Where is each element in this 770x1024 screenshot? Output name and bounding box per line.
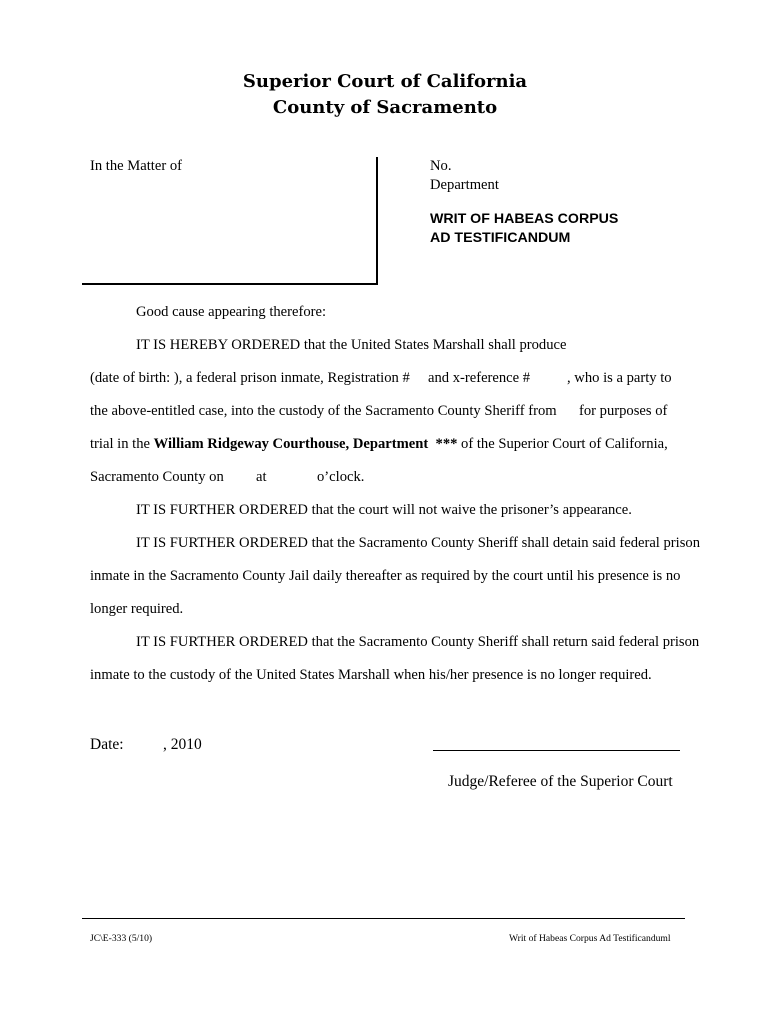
- case-number-label: No.: [430, 158, 452, 174]
- form-title: Writ of Habeas Corpus Ad Testificanduml: [509, 933, 671, 944]
- matter-label: In the Matter of: [90, 158, 182, 174]
- good-cause-text: Good cause appearing therefore:: [136, 304, 327, 320]
- trial-in-text: trial in the: [90, 436, 154, 452]
- order-paragraph-4-line2: inmate to the custody of the United States Marshall when his/her presence is no longer required.: [90, 667, 652, 683]
- custody-text: the above-entitled case, into the custody of the Sacramento County Sheriff from: [90, 403, 557, 419]
- order-paragraph-3-line1: IT IS FURTHER ORDERED that the Sacramento County Sheriff shall detain said federal prison: [136, 535, 700, 551]
- oclock-text: o’clock.: [317, 469, 365, 485]
- county-on-text: Sacramento County on: [90, 469, 224, 485]
- court-name-heading: Superior Court of California: [242, 71, 528, 92]
- form-code: JC\E-333 (5/10): [90, 933, 153, 944]
- date-year: , 2010: [163, 736, 202, 753]
- inmate-dob-registration-text: (date of birth: ), a federal prison inmate, Registration #: [90, 370, 410, 386]
- signature-line: [433, 750, 680, 751]
- caption-vertical-divider: [376, 157, 378, 285]
- signer-title: Judge/Referee of the Superior Court: [448, 773, 673, 790]
- writ-title-line2: AD TESTIFICANDUM: [430, 230, 571, 246]
- order-paragraph-4-line1: IT IS FURTHER ORDERED that the Sacramento County Sheriff shall return said federal prison: [136, 634, 700, 650]
- order-paragraph-3-line2: inmate in the Sacramento County Jail daily thereafter as required by the court until his presence is no: [90, 568, 681, 584]
- order-paragraph-1: IT IS HEREBY ORDERED that the United States Marshall shall produce: [136, 337, 567, 353]
- courthouse-name: William Ridgeway Courthouse, Department: [153, 436, 429, 452]
- purposes-text: for purposes of: [579, 403, 668, 419]
- date-label: Date:: [90, 736, 124, 753]
- trial-location-line: [90, 436, 668, 453]
- department-placeholder: ***: [435, 436, 458, 452]
- footer-divider: [82, 918, 685, 919]
- party-text: , who is a party to: [567, 370, 672, 386]
- writ-title-line1: WRIT OF HABEAS CORPUS: [430, 211, 619, 227]
- order-paragraph-3-line3: longer required.: [90, 601, 184, 617]
- x-reference-text: and x-reference #: [428, 370, 531, 386]
- county-heading: County of Sacramento: [272, 97, 498, 118]
- caption-horizontal-divider: [82, 283, 378, 285]
- department-label: Department: [430, 177, 499, 193]
- at-text: at: [256, 469, 267, 485]
- superior-court-text: of the Superior Court of California,: [457, 436, 668, 452]
- order-paragraph-2: IT IS FURTHER ORDERED that the court will not waive the prisoner’s appearance.: [136, 502, 632, 518]
